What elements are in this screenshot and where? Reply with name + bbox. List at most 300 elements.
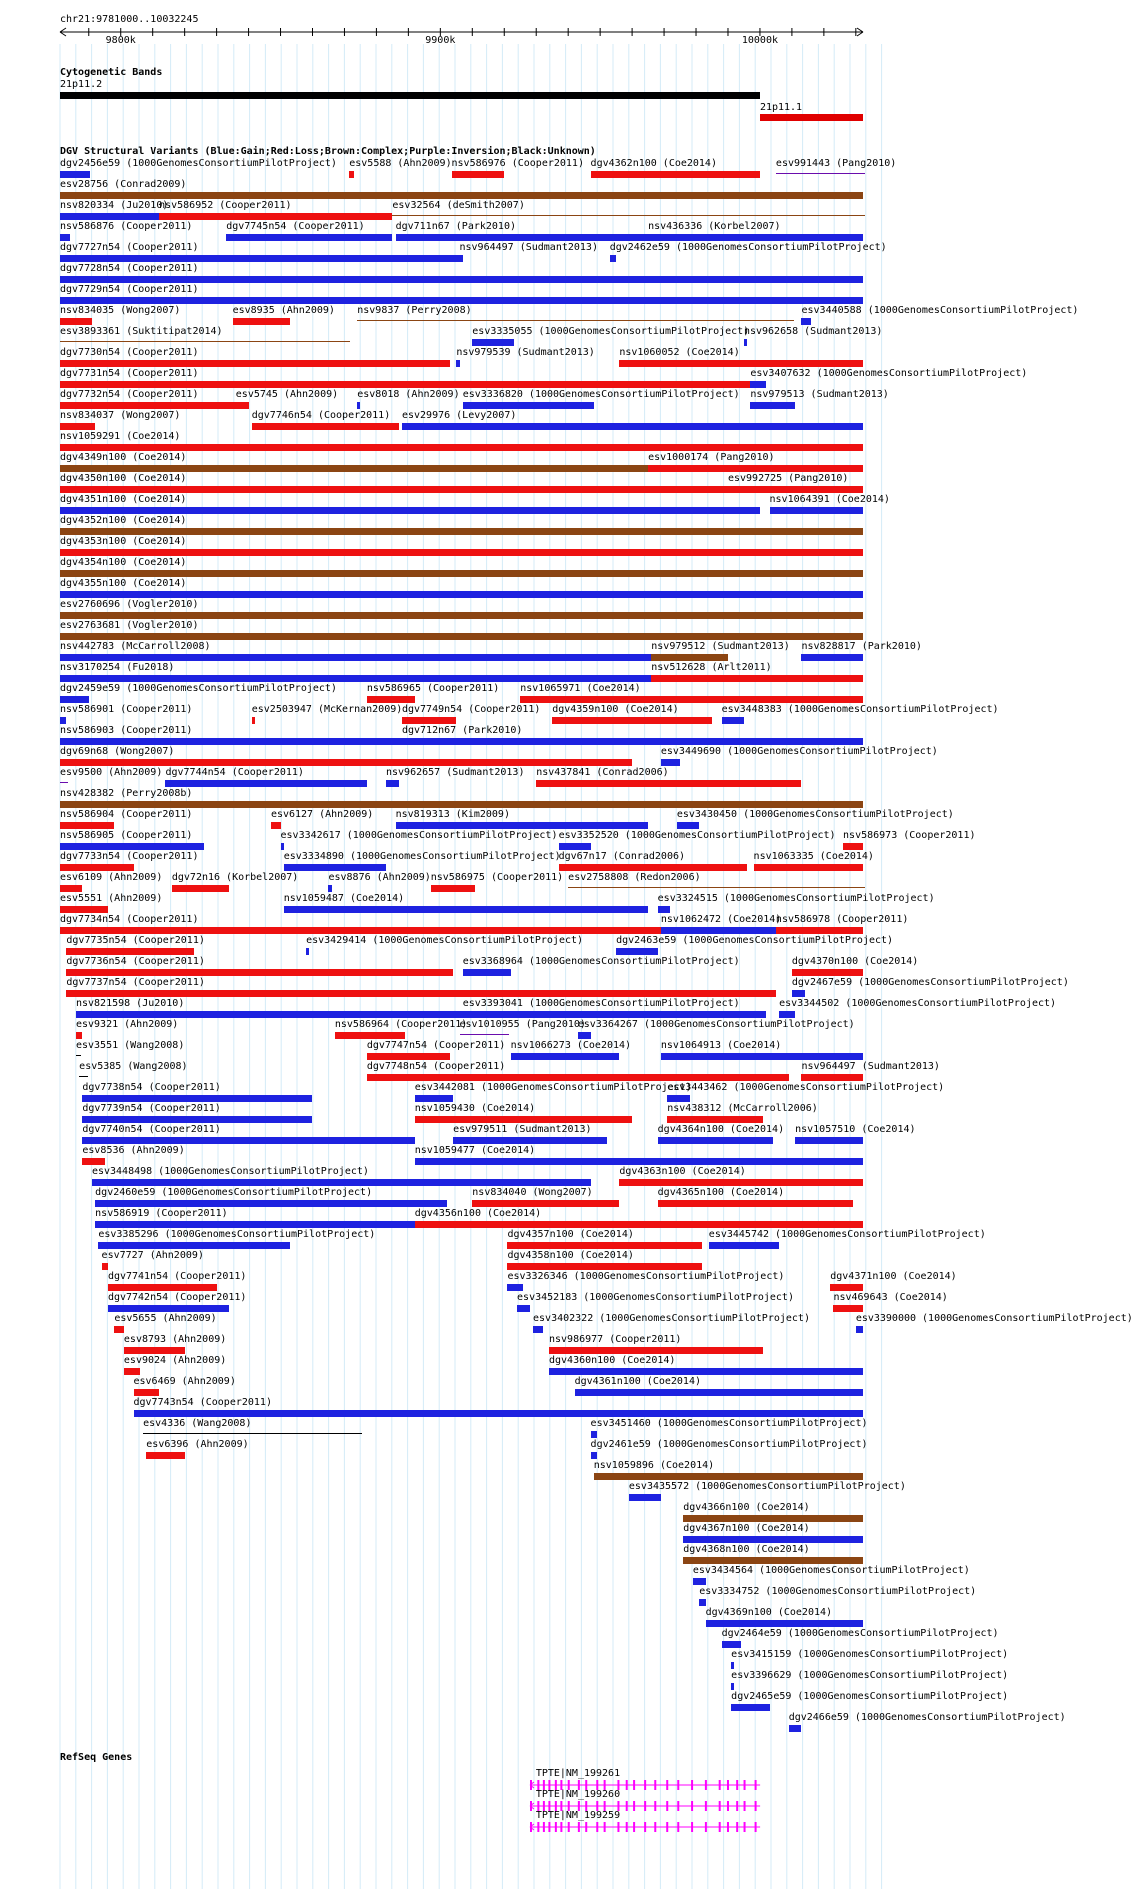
location-label: chr21:9781000..10032245	[60, 14, 199, 25]
variant-label: nsv1059291 (Coe2014)	[60, 431, 181, 442]
variant-label: dgv4354n100 (Coe2014)	[60, 557, 187, 568]
variant-feature[interactable]	[60, 801, 863, 808]
variant-label: nsv1057510 (Coe2014)	[795, 1124, 916, 1135]
variant-feature[interactable]	[284, 864, 386, 871]
variant-feature[interactable]	[108, 1284, 217, 1291]
variant-feature[interactable]	[776, 173, 865, 174]
variant-feature[interactable]	[386, 780, 399, 787]
variant-label: esv3443462 (1000GenomesConsortiumPilotProject)	[667, 1082, 945, 1093]
variant-feature[interactable]	[731, 1704, 769, 1711]
variant-feature[interactable]	[843, 843, 863, 850]
variant-feature[interactable]	[801, 318, 811, 325]
variant-feature[interactable]	[79, 1076, 87, 1077]
transcript-model[interactable]	[530, 1822, 764, 1832]
variant-feature[interactable]	[552, 717, 712, 724]
variant-label: dgv4355n100 (Coe2014)	[60, 578, 187, 589]
variant-feature[interactable]	[683, 1557, 863, 1564]
variant-feature[interactable]	[60, 360, 450, 367]
variant-label: nsv1059487 (Coe2014)	[283, 893, 405, 904]
variant-feature[interactable]	[754, 864, 863, 871]
cytoband-label: 21p11.1	[759, 102, 803, 113]
variant-label: nsv437841 (Conrad2006)	[536, 767, 669, 778]
variant-feature[interactable]	[159, 213, 392, 220]
variant-label: nsv821598 (Ju2010)	[75, 998, 185, 1009]
variant-label: esv3385296 (1000GenomesConsortiumPilotProject)	[98, 1229, 376, 1240]
variant-label: esv2503947 (McKernan2009)	[251, 704, 403, 715]
variant-feature[interactable]	[165, 780, 366, 787]
variant-feature[interactable]	[789, 1725, 802, 1732]
variant-label: dgv7741n54 (Cooper2011)	[107, 1271, 247, 1282]
variant-label: esv2760696 (Vogler2010)	[60, 599, 199, 610]
variant-feature[interactable]	[744, 339, 747, 346]
variant-label: esv6469 (Ahn2009)	[133, 1376, 236, 1387]
variant-label: dgv4356n100 (Coe2014)	[414, 1208, 542, 1219]
variant-feature[interactable]	[833, 1305, 863, 1312]
variant-feature[interactable]	[66, 948, 194, 955]
variant-label: dgv7731n54 (Cooper2011)	[60, 368, 199, 379]
variant-feature[interactable]	[415, 1095, 453, 1102]
variant-feature[interactable]	[82, 1137, 414, 1144]
variant-feature[interactable]	[559, 864, 748, 871]
variant-feature[interactable]	[658, 906, 671, 913]
variant-label: dgv2456e59 (1000GenomesConsortiumPilotProject)	[60, 158, 337, 169]
variant-feature[interactable]	[60, 864, 134, 871]
variant-label: nsv1059477 (Coe2014)	[414, 1145, 536, 1156]
variant-feature[interactable]	[60, 633, 863, 640]
variant-label: nsv1065971 (Coe2014)	[520, 683, 641, 694]
variant-feature[interactable]	[124, 1368, 140, 1375]
variant-label: esv8793 (Ahn2009)	[123, 1334, 227, 1345]
variant-feature[interactable]	[82, 1095, 312, 1102]
variant-feature[interactable]	[134, 1410, 863, 1417]
variant-label: nsv438312 (McCarroll2006)	[667, 1103, 818, 1114]
variant-label: esv3342617 (1000GenomesConsortiumPilotProject)	[280, 830, 558, 841]
variant-label: dgv2465e59 (1000GenomesConsortiumPilotProject)	[731, 1691, 1009, 1702]
variant-label: esv3434564 (1000GenomesConsortiumPilotProject)	[692, 1565, 970, 1576]
variant-feature[interactable]	[143, 1433, 362, 1434]
variant-label: nsv1063335 (Coe2014)	[753, 851, 874, 862]
variant-feature[interactable]	[306, 948, 309, 955]
variant-feature[interactable]	[226, 234, 392, 241]
variant-feature[interactable]	[616, 948, 658, 955]
variant-label: esv8536 (Ahn2009)	[82, 1145, 185, 1156]
variant-feature[interactable]	[619, 360, 863, 367]
variant-label: esv3402322 (1000GenomesConsortiumPilotProject)	[533, 1313, 810, 1324]
variant-feature[interactable]	[667, 1116, 763, 1123]
variant-label: nsv962657 (Sudmant2013)	[386, 767, 525, 778]
variant-label: dgv4366n100 (Coe2014)	[683, 1502, 810, 1513]
variant-label: dgv4358n100 (Coe2014)	[507, 1250, 634, 1261]
variant-feature[interactable]	[284, 906, 648, 913]
variant-label: dgv7749n54 (Cooper2011)	[401, 704, 541, 715]
variant-feature[interactable]	[98, 1242, 290, 1249]
variant-label: nsv986977 (Cooper2011)	[549, 1334, 682, 1345]
variant-label: esv3334890 (1000GenomesConsortiumPilotProject)	[283, 851, 561, 862]
variant-feature[interactable]	[463, 1011, 767, 1018]
variant-feature[interactable]	[651, 654, 728, 661]
variant-label: nsv586876 (Cooper2011)	[60, 221, 193, 232]
variant-feature[interactable]	[517, 1305, 530, 1312]
variant-label: dgv7740n54 (Cooper2011)	[82, 1124, 221, 1135]
variant-label: nsv442783 (McCarroll2008)	[60, 641, 211, 652]
variant-label: dgv4353n100 (Coe2014)	[60, 536, 187, 547]
variant-feature[interactable]	[511, 1053, 620, 1060]
variant-feature[interactable]	[402, 423, 863, 430]
variant-label: esv2763681 (Vogler2010)	[60, 620, 199, 631]
variant-label: dgv2460e59 (1000GenomesConsortiumPilotProject)	[95, 1187, 373, 1198]
variant-feature[interactable]	[533, 1326, 543, 1333]
variant-feature[interactable]	[648, 465, 863, 472]
variant-feature[interactable]	[648, 234, 863, 241]
variant-feature[interactable]	[60, 192, 863, 199]
variant-label: nsv1064913 (Coe2014)	[660, 1040, 782, 1051]
variant-feature[interactable]	[619, 1179, 863, 1186]
variant-label: nsv1060052 (Coe2014)	[619, 347, 740, 358]
variant-label: esv4336 (Wang2008)	[143, 1418, 252, 1429]
variant-feature[interactable]	[591, 1452, 597, 1459]
variant-feature[interactable]	[76, 1032, 82, 1039]
variant-label: dgv2464e59 (1000GenomesConsortiumPilotProject)	[721, 1628, 999, 1639]
variant-label: esv3430450 (1000GenomesConsortiumPilotProject)	[676, 809, 954, 820]
variant-feature[interactable]	[661, 759, 680, 766]
variant-feature[interactable]	[76, 1011, 463, 1018]
variant-feature[interactable]	[60, 507, 760, 514]
variant-label: nsv428382 (Perry2008b)	[60, 788, 193, 799]
variant-feature[interactable]	[172, 885, 230, 892]
variant-label: dgv7728n54 (Cooper2011)	[60, 263, 199, 274]
variant-feature[interactable]	[60, 402, 249, 409]
variant-feature[interactable]	[728, 486, 863, 493]
variant-feature[interactable]	[367, 1074, 789, 1081]
variant-feature[interactable]	[431, 885, 476, 892]
variant-feature[interactable]	[549, 1347, 763, 1354]
variant-label: nsv828817 (Park2010)	[801, 641, 922, 652]
variant-feature[interactable]	[60, 297, 863, 304]
variant-label: esv6396 (Ahn2009)	[146, 1439, 249, 1450]
variant-label: esv3352520 (1000GenomesConsortiumPilotProject)	[558, 830, 836, 841]
variant-label: dgv7733n54 (Cooper2011)	[60, 851, 199, 862]
variant-feature[interactable]	[661, 1053, 863, 1060]
variant-feature[interactable]	[396, 822, 648, 829]
variant-label: esv29976 (Levy2007)	[401, 410, 517, 421]
variant-feature[interactable]	[271, 822, 281, 829]
variant-feature[interactable]	[792, 990, 805, 997]
variant-feature[interactable]	[357, 320, 794, 321]
variant-feature[interactable]	[252, 717, 255, 724]
variant-feature[interactable]	[722, 717, 744, 724]
variant-feature[interactable]	[60, 843, 204, 850]
variant-feature[interactable]	[709, 1242, 779, 1249]
variant-feature[interactable]	[651, 675, 863, 682]
variant-feature[interactable]	[667, 1095, 689, 1102]
variant-feature[interactable]	[520, 696, 863, 703]
variant-feature[interactable]	[252, 423, 399, 430]
variant-feature[interactable]	[415, 1221, 863, 1228]
variant-label: dgv7734n54 (Cooper2011)	[60, 914, 199, 925]
variant-feature[interactable]	[402, 738, 863, 745]
variant-label: esv8876 (Ahn2009)	[328, 872, 431, 883]
variant-feature[interactable]	[60, 444, 863, 451]
variant-label: esv992725 (Pang2010)	[727, 473, 849, 484]
variant-label: esv3407632 (1000GenomesConsortiumPilotProject)	[750, 368, 1028, 379]
variant-feature[interactable]	[792, 969, 863, 976]
variant-feature[interactable]	[549, 1368, 863, 1375]
variant-label: nsv979512 (Sudmant2013)	[651, 641, 790, 652]
variant-feature[interactable]	[770, 507, 863, 514]
variant-label: dgv7739n54 (Cooper2011)	[82, 1103, 221, 1114]
variant-feature[interactable]	[60, 465, 648, 472]
variant-label: esv3551 (Wang2008)	[75, 1040, 185, 1051]
variant-label: nsv9837 (Perry2008)	[357, 305, 472, 316]
variant-label: dgv72n16 (Korbel2007)	[171, 872, 299, 883]
variant-feature[interactable]	[801, 1074, 863, 1081]
variant-feature[interactable]	[693, 1578, 706, 1585]
variant-feature[interactable]	[683, 1536, 863, 1543]
variant-label: nsv469643 (Coe2014)	[833, 1292, 948, 1303]
variant-label: esv32564 (deSmith2007)	[392, 200, 525, 211]
variant-feature[interactable]	[463, 969, 511, 976]
variant-label: nsv979539 (Sudmant2013)	[456, 347, 595, 358]
variant-feature[interactable]	[281, 843, 284, 850]
variant-feature[interactable]	[507, 1284, 523, 1291]
variant-feature[interactable]	[472, 1200, 619, 1207]
variant-label: esv5385 (Wang2008)	[79, 1061, 188, 1072]
variant-feature[interactable]	[114, 1326, 124, 1333]
variant-feature[interactable]	[779, 1011, 795, 1018]
variant-label: esv9321 (Ahn2009)	[75, 1019, 179, 1030]
variant-label: dgv7727n54 (Cooper2011)	[60, 242, 199, 253]
variant-label: nsv964497 (Sudmant2013)	[459, 242, 598, 253]
variant-label: esv3452183 (1000GenomesConsortiumPilotProject)	[517, 1292, 794, 1303]
variant-label: dgv7735n54 (Cooper2011)	[66, 935, 205, 946]
variant-feature[interactable]	[578, 1032, 591, 1039]
variant-feature[interactable]	[60, 486, 728, 493]
variant-feature[interactable]	[233, 318, 291, 325]
variant-label: nsv586901 (Cooper2011)	[60, 704, 193, 715]
variant-label: nsv1064391 (Coe2014)	[769, 494, 890, 505]
variant-label: esv3449690 (1000GenomesConsortiumPilotProject)	[660, 746, 938, 757]
variant-label: dgv4367n100 (Coe2014)	[683, 1523, 810, 1534]
variant-label: esv3415159 (1000GenomesConsortiumPilotProject)	[731, 1649, 1009, 1660]
variant-label: esv991443 (Pang2010)	[775, 158, 897, 169]
variant-feature[interactable]	[460, 255, 463, 262]
variant-feature[interactable]	[472, 339, 514, 346]
variant-label: esv1000174 (Pang2010)	[648, 452, 775, 463]
variant-feature[interactable]	[402, 717, 456, 724]
variant-feature[interactable]	[801, 654, 863, 661]
variant-label: dgv4365n100 (Coe2014)	[657, 1187, 785, 1198]
variant-feature[interactable]	[328, 885, 331, 892]
variant-label: nsv586904 (Cooper2011)	[60, 809, 193, 820]
ruler-tick-label: 9800k	[105, 35, 136, 46]
variant-label: esv3368964 (1000GenomesConsortiumPilotProject)	[462, 956, 740, 967]
variant-feature[interactable]	[82, 1158, 104, 1165]
variant-feature[interactable]	[683, 780, 801, 787]
variant-feature[interactable]	[591, 1431, 597, 1438]
variant-feature[interactable]	[108, 1305, 229, 1312]
variant-feature[interactable]	[452, 171, 505, 178]
variant-feature[interactable]	[722, 1641, 741, 1648]
variant-feature[interactable]	[60, 341, 350, 342]
variant-feature[interactable]	[60, 423, 95, 430]
variant-feature[interactable]	[731, 1683, 734, 1690]
variant-feature[interactable]	[507, 1263, 702, 1270]
variant-feature[interactable]	[66, 990, 776, 997]
variant-feature[interactable]	[134, 1389, 160, 1396]
variant-feature[interactable]	[60, 276, 863, 283]
variant-feature[interactable]	[60, 717, 66, 724]
variant-feature[interactable]	[856, 1326, 863, 1333]
variant-label: nsv586976 (Cooper2011)	[451, 158, 584, 169]
variant-feature[interactable]	[60, 213, 159, 220]
variant-label: esv3442081 (1000GenomesConsortiumPilotProject)	[414, 1082, 692, 1093]
variant-label: nsv1066273 (Coe2014)	[510, 1040, 632, 1051]
variant-feature[interactable]	[830, 1284, 863, 1291]
variant-feature[interactable]	[367, 1053, 450, 1060]
variant-label: esv5588 (Ahn2009)	[349, 158, 452, 169]
variant-feature[interactable]	[629, 1494, 661, 1501]
variant-label: dgv7748n54 (Cooper2011)	[366, 1061, 506, 1072]
variant-feature[interactable]	[456, 360, 459, 367]
variant-feature[interactable]	[367, 696, 415, 703]
variant-feature[interactable]	[60, 782, 68, 783]
variant-label: nsv964497 (Sudmant2013)	[801, 1061, 940, 1072]
variant-feature[interactable]	[102, 1263, 108, 1270]
variant-feature[interactable]	[536, 780, 683, 787]
variant-label: dgv4350n100 (Coe2014)	[60, 473, 187, 484]
variant-feature[interactable]	[60, 171, 90, 178]
variant-feature[interactable]	[559, 843, 591, 850]
variant-feature[interactable]	[750, 381, 766, 388]
variant-feature[interactable]	[731, 1662, 734, 1669]
variant-feature[interactable]	[415, 1116, 632, 1123]
variant-feature[interactable]	[661, 927, 776, 934]
variant-feature[interactable]	[124, 1347, 185, 1354]
variant-label: dgv4351n100 (Coe2014)	[60, 494, 187, 505]
variant-feature[interactable]	[60, 549, 863, 556]
variant-feature[interactable]	[76, 1055, 81, 1056]
variant-label: dgv7737n54 (Cooper2011)	[66, 977, 205, 988]
variant-label: esv8018 (Ahn2009)	[357, 389, 460, 400]
variant-feature[interactable]	[357, 402, 360, 409]
variant-feature[interactable]	[699, 1599, 705, 1606]
variant-label: esv6127 (Ahn2009)	[270, 809, 374, 820]
variant-feature[interactable]	[795, 1137, 863, 1144]
variant-label: dgv7747n54 (Cooper2011)	[366, 1040, 506, 1051]
variant-feature[interactable]	[60, 822, 114, 829]
variant-feature[interactable]	[60, 528, 863, 535]
variant-label: dgv67n17 (Conrad2006)	[558, 851, 686, 862]
variant-feature[interactable]	[453, 1137, 606, 1144]
variant-feature[interactable]	[95, 1200, 447, 1207]
variant-label: dgv4370n100 (Coe2014)	[791, 956, 919, 967]
variant-feature[interactable]	[60, 675, 651, 682]
variant-feature[interactable]	[658, 1200, 853, 1207]
variant-feature[interactable]	[66, 969, 453, 976]
variant-label: dgv7729n54 (Cooper2011)	[60, 284, 199, 295]
variant-feature[interactable]	[683, 1515, 863, 1522]
variant-feature[interactable]	[236, 402, 249, 409]
variant-feature[interactable]	[60, 234, 70, 241]
variant-label: esv3335055 (1000GenomesConsortiumPilotProject)	[472, 326, 750, 337]
variant-feature[interactable]	[60, 927, 661, 934]
variant-feature[interactable]	[677, 822, 699, 829]
variant-feature[interactable]	[60, 612, 863, 619]
variant-feature[interactable]	[60, 906, 108, 913]
variant-label: esv28756 (Conrad2009)	[60, 179, 187, 190]
ruler-tick-label: 10000k	[741, 35, 779, 46]
variant-feature[interactable]	[396, 234, 648, 241]
variant-label: dgv2459e59 (1000GenomesConsortiumPilotProject)	[60, 683, 337, 694]
variant-feature[interactable]	[610, 255, 616, 262]
variant-feature[interactable]	[594, 1473, 863, 1480]
variant-label: nsv586919 (Cooper2011)	[95, 1208, 228, 1219]
variant-feature[interactable]	[60, 318, 92, 325]
variant-feature[interactable]	[60, 570, 863, 577]
variant-label: nsv979513 (Sudmant2013)	[750, 389, 889, 400]
variant-feature[interactable]	[658, 1137, 773, 1144]
variant-feature[interactable]	[706, 1620, 863, 1627]
variant-label: dgv2461e59 (1000GenomesConsortiumPilotProject)	[590, 1439, 868, 1450]
variant-label: esv5655 (Ahn2009)	[114, 1313, 217, 1324]
variant-feature[interactable]	[776, 927, 863, 934]
transcript-label: TPTE|NM_199261	[535, 1768, 621, 1779]
variant-feature[interactable]	[92, 1179, 591, 1186]
variant-feature[interactable]	[750, 402, 795, 409]
variant-label: dgv4369n100 (Coe2014)	[705, 1607, 833, 1618]
variant-feature[interactable]	[60, 696, 89, 703]
variant-feature[interactable]	[60, 759, 632, 766]
variant-feature[interactable]	[60, 654, 651, 661]
variant-label: nsv1059896 (Coe2014)	[593, 1460, 715, 1471]
variant-feature[interactable]	[146, 1452, 184, 1459]
variant-label: esv7727 (Ahn2009)	[101, 1250, 204, 1261]
variant-label: dgv7745n54 (Cooper2011)	[226, 221, 365, 232]
variant-label: esv979511 (Sudmant2013)	[453, 1124, 592, 1135]
variant-label: esv3448498 (1000GenomesConsortiumPilotProject)	[91, 1166, 369, 1177]
variant-label: dgv4349n100 (Coe2014)	[60, 452, 187, 463]
variant-label: nsv586903 (Cooper2011)	[60, 725, 193, 736]
variant-feature[interactable]	[568, 887, 865, 888]
variant-label: esv1010955 (Pang2010)	[459, 1019, 586, 1030]
variant-feature[interactable]	[463, 402, 594, 409]
variant-label: dgv2462e59 (1000GenomesConsortiumPilotProject)	[609, 242, 887, 253]
variant-feature[interactable]	[507, 1242, 702, 1249]
variant-label: nsv3170254 (Fu2018)	[60, 662, 175, 673]
variant-feature[interactable]	[60, 885, 82, 892]
variant-feature[interactable]	[591, 171, 760, 178]
variant-label: esv3336820 (1000GenomesConsortiumPilotProject)	[462, 389, 740, 400]
variant-feature[interactable]	[60, 738, 402, 745]
variant-label: nsv436336 (Korbel2007)	[648, 221, 781, 232]
variant-label: esv3445742 (1000GenomesConsortiumPilotProject)	[708, 1229, 986, 1240]
variant-label: esv9024 (Ahn2009)	[123, 1355, 227, 1366]
variant-feature[interactable]	[575, 1389, 863, 1396]
variant-feature[interactable]	[460, 1034, 510, 1035]
variant-feature[interactable]	[335, 1032, 405, 1039]
variant-feature[interactable]	[392, 215, 865, 216]
variant-feature[interactable]	[60, 381, 750, 388]
variant-feature[interactable]	[60, 591, 863, 598]
refseq-track-title: RefSeq Genes	[60, 1752, 133, 1763]
variant-feature[interactable]	[415, 1158, 863, 1165]
variant-feature[interactable]	[349, 171, 354, 178]
variant-feature[interactable]	[82, 1116, 312, 1123]
variant-label: dgv2463e59 (1000GenomesConsortiumPilotProject)	[616, 935, 894, 946]
variant-feature[interactable]	[95, 1221, 431, 1228]
variant-feature[interactable]	[60, 255, 463, 262]
variant-label: nsv586905 (Cooper2011)	[60, 830, 193, 841]
